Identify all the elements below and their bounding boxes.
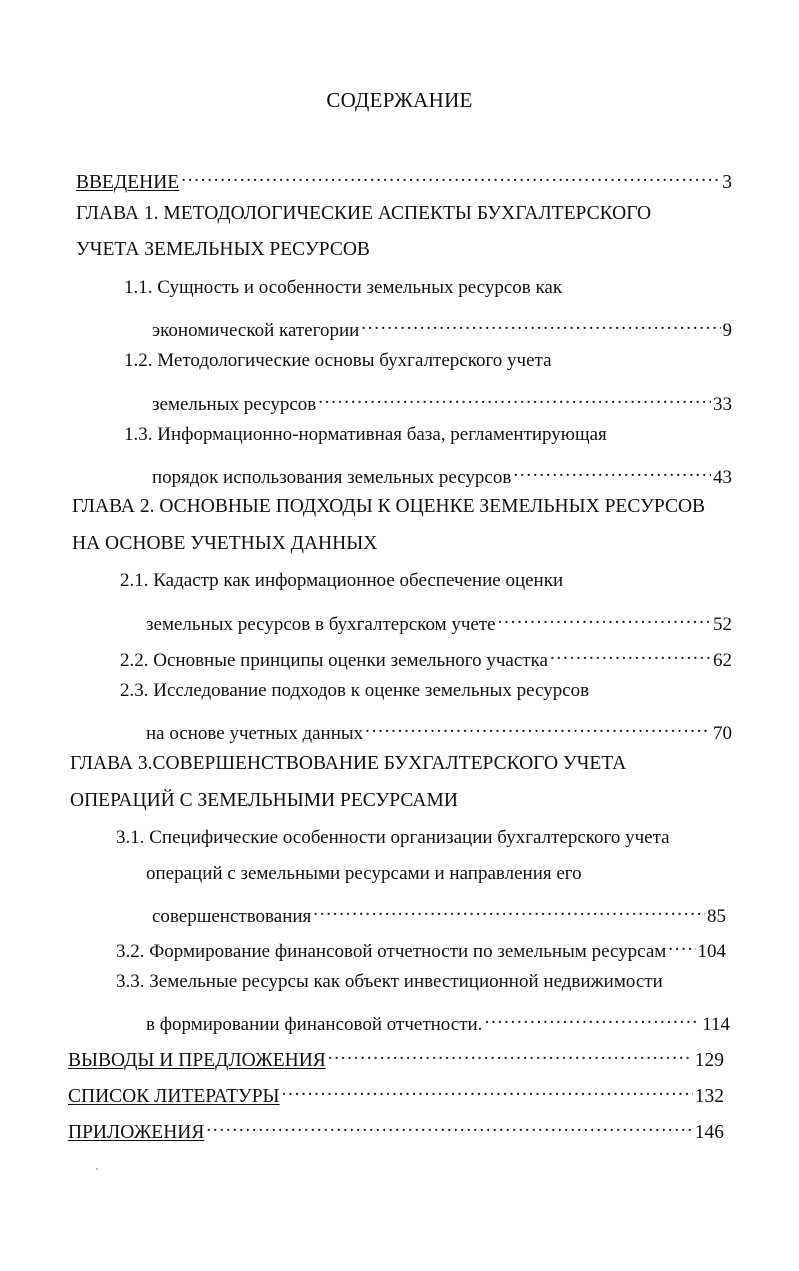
toc-section-1-3-line-1 [124, 423, 607, 447]
toc-entry-text: 2.1. Кадастр как информационное обеспечение оценки [120, 570, 564, 591]
toc-leader-dots [668, 933, 695, 957]
toc-entry-text: в формировании финансовой отчетности. [146, 1014, 483, 1035]
toc-entry-page: 62 [713, 650, 732, 671]
toc-entry-text: земельных ресурсов в бухгалтерском учете [146, 614, 496, 635]
toc-section-2-1-line-2 [146, 606, 732, 635]
toc-entry-page: 70 [713, 723, 732, 744]
toc-leader-dots [361, 312, 720, 336]
toc-entry-page: 33 [713, 394, 732, 415]
toc-entry-page: 114 [702, 1014, 730, 1035]
toc-entry-text: 2.3. Исследование подходов к оценке земельных ресурсов [120, 680, 590, 701]
toc-entry-page: 146 [694, 1122, 724, 1143]
toc-entry-text: УЧЕТА ЗЕМЕЛЬНЫХ РЕСУРСОВ [76, 239, 370, 260]
toc-entry-text: экономической категории [152, 320, 360, 341]
toc-section-3-3-line-1 [116, 970, 663, 994]
toc-entry-text: порядок использования земельных ресурсов [152, 467, 512, 488]
toc-chapter-2-line-2 [72, 532, 377, 556]
toc-leader-dots [282, 1078, 693, 1102]
toc-entry-text: операций с земельными ресурсами и направления его [146, 863, 582, 884]
toc-entry-text: ГЛАВА 1. МЕТОДОЛОГИЧЕСКИЕ АСПЕКТЫ БУХГАЛТЕРСКОГО [76, 203, 652, 224]
toc-entry-text: совершенствования [152, 906, 312, 927]
toc-entry-page: 104 [697, 941, 726, 962]
toc-section-3-3-line-2 [146, 1006, 730, 1035]
toc-section-1-1-line-2 [152, 312, 732, 341]
toc-entry-text: 1.2. Методологические основы бухгалтерского учета [124, 350, 552, 371]
toc-leader-dots [484, 1006, 700, 1030]
toc-section-3-2 [116, 933, 726, 962]
page-title: СОДЕРЖАНИЕ [326, 88, 473, 112]
toc-section-2-3-line-1 [120, 679, 589, 703]
toc-chapter-1-line-2 [76, 238, 370, 262]
toc-chapter-1-line-1 [76, 202, 651, 226]
toc-entry-page: 3 [722, 172, 732, 193]
toc-entry-conclusions [68, 1042, 724, 1071]
toc-section-1-3-line-2 [152, 459, 732, 488]
toc-entry-text: 3.1. Специфические особенности организации бухгалтерского учета [116, 827, 670, 848]
toc-section-1-2-line-2 [152, 386, 732, 415]
toc-entry-page: 129 [694, 1050, 724, 1071]
toc-entry-page: 52 [713, 614, 732, 635]
toc-entry-text: 2.2. Основные принципы оценки земельного участка [120, 650, 548, 671]
toc-entry-text: СПИСОК ЛИТЕРАТУРЫ [68, 1086, 280, 1107]
toc-section-3-1-line-2 [146, 862, 582, 886]
toc-entry-references [68, 1078, 724, 1107]
scan-speck [96, 1168, 98, 1170]
toc-chapter-2-line-1 [72, 495, 705, 519]
toc-entry-appendices [68, 1114, 724, 1143]
toc-entry-text: 1.3. Информационно-нормативная база, регламентирующая [124, 424, 607, 445]
toc-leader-dots [498, 606, 711, 630]
toc-leader-dots [513, 459, 711, 483]
toc-entry-text: ВЫВОДЫ И ПРЕДЛОЖЕНИЯ [68, 1050, 326, 1071]
toc-leader-dots [206, 1114, 692, 1138]
toc-chapter-3-line-2 [70, 789, 458, 813]
toc-leader-dots [550, 642, 711, 666]
toc-entry-text: 1.1. Сущность и особенности земельных ресурсов как [124, 277, 563, 298]
toc-entry-text: ОПЕРАЦИЙ С ЗЕМЕЛЬНЫМИ РЕСУРСАМИ [70, 790, 458, 811]
toc-entry-text: 3.3. Земельные ресурсы как объект инвестиционной недвижимости [116, 971, 663, 992]
toc-entry-page: 132 [694, 1086, 724, 1107]
toc-entry-text: НА ОСНОВЕ УЧЕТНЫХ ДАННЫХ [72, 533, 378, 554]
toc-entry-page: 9 [722, 320, 732, 341]
toc-section-3-1-line-3 [152, 898, 726, 927]
toc-section-2-1-line-1 [120, 569, 563, 593]
toc-entry-text: ГЛАВА 2. ОСНОВНЫЕ ПОДХОДЫ К ОЦЕНКЕ ЗЕМЕЛЬНЫХ РЕСУРСОВ [72, 496, 706, 517]
toc-leader-dots [365, 715, 711, 739]
toc-entry-text: ВВЕДЕНИЕ [76, 172, 180, 193]
toc-section-3-1-line-1 [116, 826, 670, 850]
toc-entry-introduction [76, 164, 732, 193]
toc-entry-text: ГЛАВА 3.СОВЕРШЕНСТВОВАНИЕ БУХГАЛТЕРСКОГО УЧЕТА [70, 753, 627, 774]
toc-entry-page: 85 [707, 906, 726, 927]
toc-entry-page: 43 [713, 467, 732, 488]
toc-leader-dots [313, 898, 705, 922]
toc-entry-text: 3.2. Формирование финансовой отчетности по земельным ресурсам [116, 941, 667, 962]
toc-section-1-2-line-1 [124, 349, 552, 373]
toc-entry-text: на основе учетных данных [146, 723, 364, 744]
toc-section-1-1-line-1 [124, 276, 562, 300]
toc-section-2-3-line-2 [146, 715, 732, 744]
toc-entry-text: ПРИЛОЖЕНИЯ [68, 1122, 205, 1143]
toc-chapter-3-line-1 [70, 752, 626, 776]
toc-leader-dots [181, 164, 720, 188]
toc-entry-text: земельных ресурсов [152, 394, 317, 415]
toc-section-2-2 [120, 642, 732, 671]
toc-leader-dots [318, 386, 711, 410]
toc-leader-dots [328, 1042, 693, 1066]
